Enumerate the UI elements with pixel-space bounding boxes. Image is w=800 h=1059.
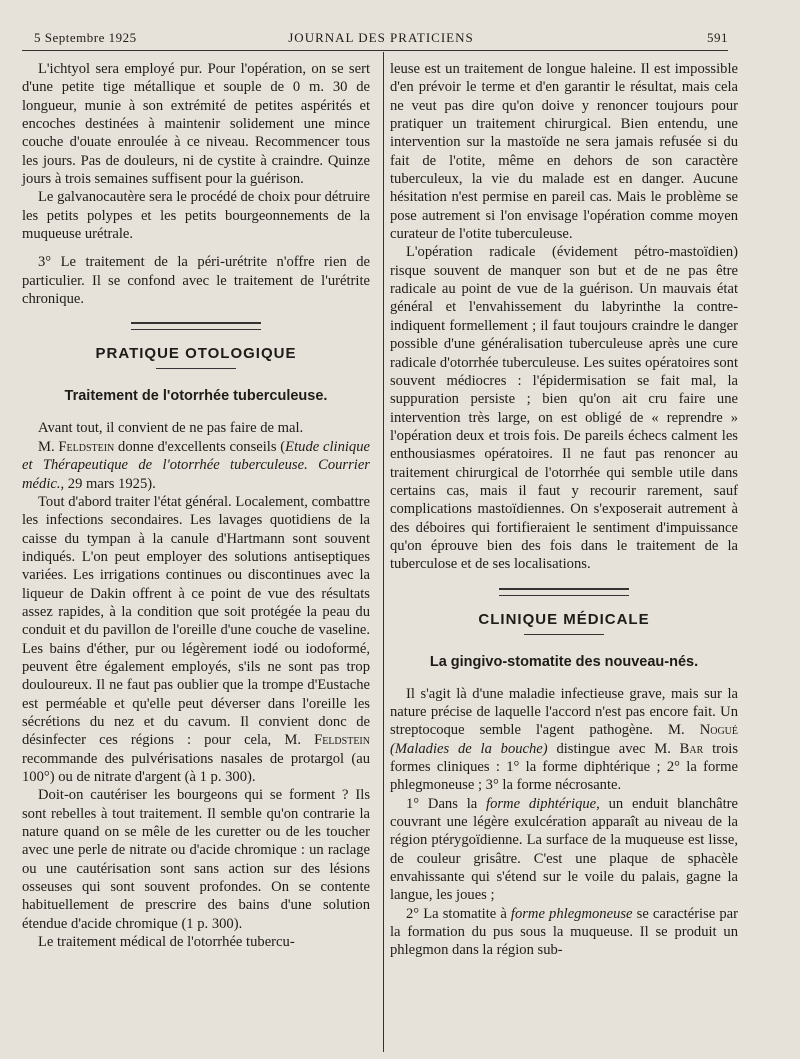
paragraph: 3° Le traitement de la péri-urétrite n'offre rien de particulier. Il se confond avec le traitement de l'urétrite chronique. xyxy=(22,254,370,308)
section-ornament xyxy=(499,588,629,596)
citation: (Maladies de la bouche) xyxy=(390,740,548,757)
paragraph: Il s'agit là d'une maladie infectieuse grave, mais sur la nature précise de laquelle l'accord n'est pas encore fait. Un streptocoque semble l'agent pathogène. M. Nogué (Maladies de la bouche) distingue avec M. Bar trois formes cliniques : 1° la forme diphtérique ; 2° la forme phlegmoneuse ; 3° la forme nécrosante. xyxy=(390,685,739,794)
journal-title: JOURNAL DES PRATICIENS xyxy=(288,30,474,45)
section-underline xyxy=(156,368,236,369)
paragraph: M. Feldstein donne d'excellents conseils (Etude clinique et Thérapeutique de l'otorrhée tuberculeuse. Courrier médic., 29 mars 1925). xyxy=(22,438,370,492)
paragraph: Le traitement médical de l'otorrhée tubercu- xyxy=(38,934,295,951)
author-name: M. Feldstein xyxy=(38,438,115,455)
paragraph: 1° Dans la forme diphtérique, un enduit blanchâtre couvrant une légère exulcération apparaît au niveau de la région ptérygoïdienne. La surface de la muqueuse est lisse, de couleur grisâtre. C'est une plaque de sphacèle envahissante qui s'étend sur le voile du palais, gagne la langue, les joues ; xyxy=(390,795,739,904)
article-title: La gingivo-stomatite des nouveau-nés. xyxy=(429,653,699,670)
paragraph: leuse est un traitement de longue haleine. Il est impossible d'en prévoir le terme et d'en garantir le résultat, mais cela ne veut pas dire qu'on doive y renoncer toujours pour pratiquer un traitement chirurgical. Bien entendu, une intervention sur la mastoïde ne sera jamais refusée si du fait de l'otite, même en dehors de son caractère tuberculeux, la vie du malade est en danger. Aucune hésitation n'est permise en pareil cas. Mais le problème se pose autrement si l'on envisage l'opération comme moyen curateur de l'otite tuberculeuse. xyxy=(390,61,738,243)
author-name: M. Nogué xyxy=(668,722,739,739)
paragraph: Avant tout, il convient de ne pas faire de mal. xyxy=(38,420,304,437)
section-title: CLINIQUE MÉDICALE xyxy=(478,610,650,628)
section-ornament xyxy=(131,322,261,330)
paragraph: L'ichtyol sera employé pur. Pour l'opération, on se sert d'une petite tige métallique et souple de 0 m. 30 de longueur, munie à son extrémité de petites aspérités et encoches destinées à maintenir solidement une mince couche d'ouate enroulée à ce niveau. Recommencer tous les jours. Pas de douleurs, ni de cystite à craindre. Quinze jours à trois semaines suffisent pour la guérison. xyxy=(22,61,370,188)
author-name: M. Bar xyxy=(654,740,704,757)
column-rule xyxy=(383,52,384,1052)
citation: Etude clinique et Thérapeutique de l'otorrhée tuberculeuse. Courrier médic. xyxy=(22,438,370,492)
header-rule xyxy=(22,50,728,51)
left-column xyxy=(22,60,370,951)
article-title: Traitement de l'otorrhée tuberculeuse. xyxy=(64,388,328,405)
author-name: M. Feldstein xyxy=(284,732,370,749)
issue-date: 5 Septembre 1925 xyxy=(34,30,137,45)
section-title: PRATIQUE OTOLOGIQUE xyxy=(95,345,297,363)
right-column xyxy=(390,60,738,960)
paragraph: L'opération radicale (évidement pétro-mastoïdien) risque souvent de manquer son but et de ne pas être radicale au point de vue de la guérison. Un mauvais état général et l'envahissement du labyrinthe la contre-indiquent formellement ; il faut toujours craindre le danger possible d'une généralisation tuberculeuse après une cure radicale d'otorrhée tuberculeuse. Les suites opératoires sont souvent médiocres : l'épidermisation se fait mal, la suppuration persiste ; bien qu'on ait cru faire une intervention très large, on est obligé de « reprendre » l'opération deux et trois fois. De pareils échecs calment les enthousiasmes opératoires. Il ne faut pas renoncer au traitement chirurgical de l'otorrhée qui semble utile dans certains cas, mais il faut y recourir rarement, sauf complications mastoïdiennes. On s'exposerait autrement à des déboires qui fortifieraient le sentiment d'impuissance qu'on éprouve bien des fois dans le traitement de la tuberculose et de ses localisations. xyxy=(390,244,738,573)
page-number: 591 xyxy=(707,30,728,45)
paragraph: Le galvanocautère sera le procédé de choix pour détruire les petits polypes et les petits bourgeonnements de la muqueuse urétrale. xyxy=(22,189,370,243)
paragraph: Doit-on cautériser les bourgeons qui se forment ? Ils sont rebelles à tout traitement. Il semble qu'on contrarie la nature quand on se mêle de les curetter ou de les toucher avec une perle de nitrate ou d'acide chromique : un raclage ou une cautérisation sont sans action sur des lésions osseuses qui sont souvent profondes. On se contente habituellement de prescrire des bains d'une solution étendue d'acide chromique (1 p. 300). xyxy=(22,787,370,932)
paragraph: Tout d'abord traiter l'état général. Localement, combattre les infections secondaires. Les lavages quotidiens de la caisse du tympan à la canule d'Hartmann sont souvent indiqués. L'on peut employer des solutions antiseptiques variées. Les irrigations continues ou discontinues avec la liqueur de Dakin offrent à ce point de vue des résultats assez rapides, à la condition que soit protégée la peau du conduit et du pavillon de l'oreille d'une couche de vaseline. Les bains d'éther, pur ou légèrement iodé ou iodoformé, peuvent être également employés, s'ils ne sont pas trop douloureux. Il ne faut pas oublier que la trompe d'Eustache est perméable et qu'elle peut déverser dans l'oreille les sécrétions du nez et du cavum. Il convient donc de désinfecter ces régions : pour cela, M. Feldstein recommande des pulvérisations nasales de protargol (au 100°) ou de nitrate d'argent (à 1 p. 300). xyxy=(22,493,370,785)
paragraph: 2° La stomatite à forme phlegmoneuse se caractérise par la formation du pus sous la muqueuse. Il se produit un phlegmon dans la région sub- xyxy=(390,905,739,959)
section-underline xyxy=(524,634,604,635)
page-header xyxy=(34,30,728,48)
